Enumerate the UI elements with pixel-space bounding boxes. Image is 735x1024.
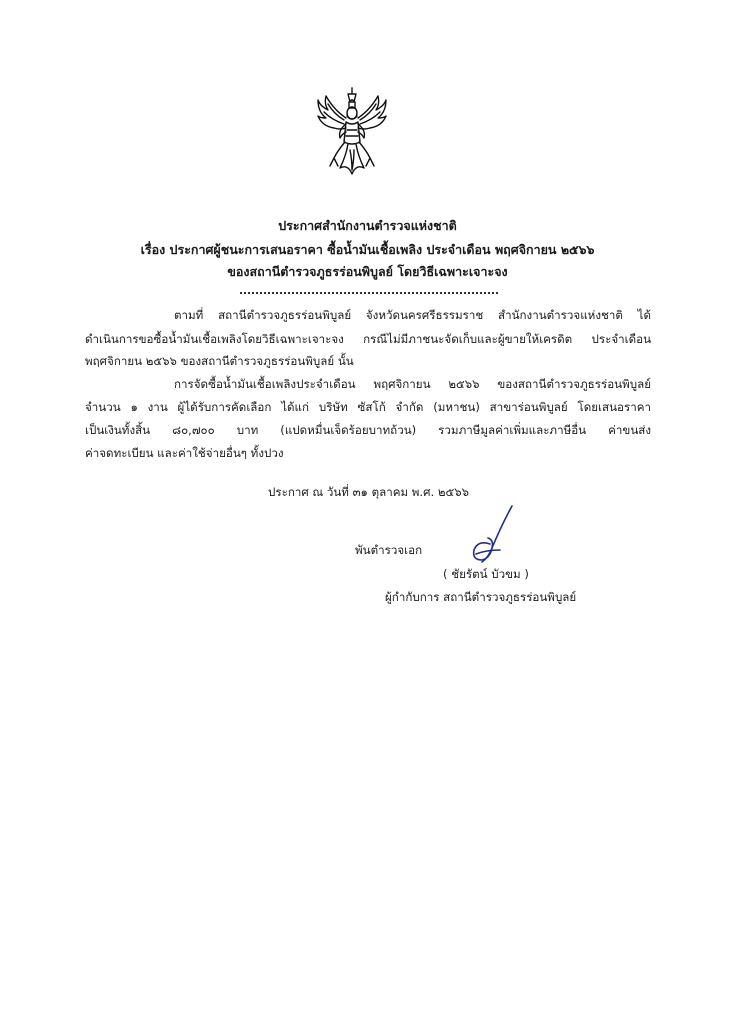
signer-position: ผู้กำกับการ สถานีตำรวจภูธรร่อนพิบูลย์ (385, 590, 577, 604)
signature-icon (466, 504, 518, 566)
paragraph-2-line-2: จำนวน ๑ งาน ผู้ได้รับการคัดเลือก ได้แก่ บริษัท ซัสโก้ จำกัด (มหาชน) สาขาร่อนพิบูลย์ โดยเสนอราคา (85, 400, 651, 414)
paragraph-2-line-3: เป็นเงินทั้งสิ้น ๘๐,๗๐๐ บาท (แปดหมื่นเจ็ดร้อยบาทถ้วน) รวมภาษีมูลค่าเพิ่มและภาษีอื่น ค่าขนส่ง (85, 423, 651, 437)
paragraph-1-line-1: ตามที่ สถานีตำรวจภูธรร่อนพิบูลย์ จังหวัดนครศรีธรรมราช สำนักงานตำรวจแห่งชาติ ได้ (174, 308, 651, 322)
signer-name: ( ชัยรัตน์ บัวขม ) (443, 567, 529, 581)
document-subject-line2: ของสถานีตำรวจภูธรร่อนพิบูลย์ โดยวิธีเฉพาะเจาะจง (227, 264, 508, 279)
signer-rank: พันตำรวจเอก (355, 543, 423, 557)
document-title: ประกาศสำนักงานตำรวจแห่งชาติ (278, 218, 457, 233)
paragraph-1-line-3: พฤศจิกายน ๒๕๖๖ ของสถานีตำรวจภูธรร่อนพิบูลย์ นั้น (85, 354, 354, 368)
document-subject: เรื่อง ประกาศผู้ชนะการเสนอราคา ซื้อน้ำมันเชื้อเพลิง ประจำเดือน พฤศจิกายน ๒๕๖๖ (140, 242, 595, 257)
announcement-date: ประกาศ ณ วันที่ ๓๑ ตุลาคม พ.ศ. ๒๕๖๖ (268, 485, 469, 499)
paragraph-2-line-4: ค่าจดทะเบียน และค่าใช้จ่ายอื่นๆ ทั้งปวง (85, 446, 284, 460)
paragraph-1-line-2: ดำเนินการขอซื้อน้ำมันเชื้อเพลิงโดยวิธีเฉพาะเจาะจง กรณีไม่มีภาชนะจัดเก็บและผู้ขายให้เครดิต ประจำเดือน (85, 332, 651, 346)
paragraph-2-line-1: การจัดซื้อน้ำมันเชื้อเพลิงประจำเดือน พฤศจิกายน ๒๕๖๖ ของสถานีตำรวจภูธรร่อนพิบูลย์ (174, 377, 651, 391)
garuda-emblem-icon (316, 86, 388, 178)
title-divider (240, 292, 498, 294)
